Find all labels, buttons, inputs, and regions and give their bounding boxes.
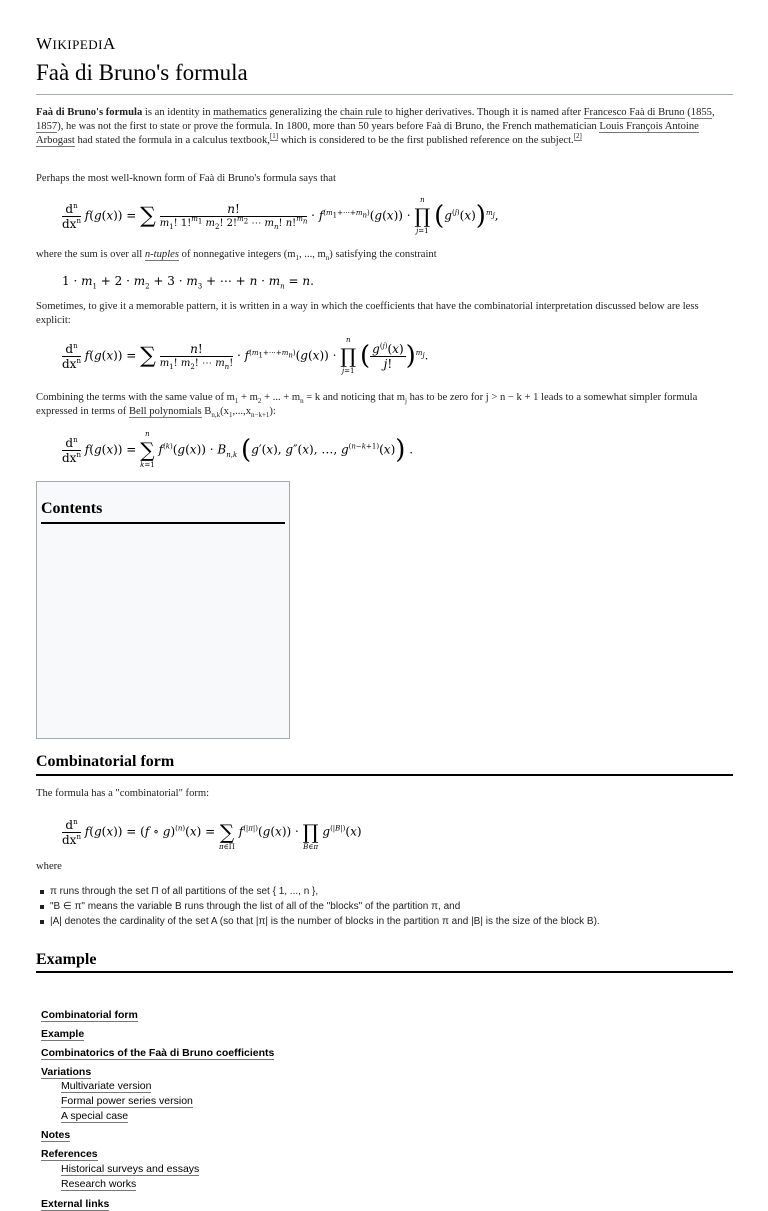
section-heading-example: Example — [36, 951, 97, 968]
intro-text: ( — [684, 107, 691, 118]
toc-item[interactable]: References — [41, 1148, 98, 1160]
intro-text: is an identity in — [142, 107, 214, 118]
text: has to be zero for j > n − k + 1 leads to a somewhat simpler formula expressed in terms of — [36, 392, 698, 417]
paragraph-where-sum: where the sum is over all n-tuples of nonnegative integers ($m_1$, ..., $m_n$) satisfying the constraint — [36, 249, 437, 263]
intro-paragraph — [36, 106, 733, 148]
formula-memorable: $\frac{d^n}{dx^n}$ f(g(x)) = ∑ $\frac{n!}{m_1! m_2! \cdots m_n!}$ · $f^{(m_1+\cdots+m_n)}(g(x))$ · n ∏ j=1 ( $\frac{g^{(j)}(x)}{j!}$ )$^{m_j}$. — [62, 336, 429, 375]
text: B — [201, 406, 212, 417]
toc-item[interactable]: Formal power series version — [61, 1095, 193, 1107]
intro-text: , — [711, 107, 715, 118]
toc-item[interactable]: A special case — [61, 1110, 129, 1122]
toc-item[interactable]: Combinatorial form — [41, 1009, 138, 1021]
toc-item[interactable]: Combinatorics of the Faà di Bruno coefficients — [41, 1047, 275, 1059]
formula-main: $\frac{d^n}{dx^n}$ f(g(x)) = ∑ $\frac{n!}{m_1! 1!^{m_1} m_2! 2!^{m_2} \cdots m_n! n!^{m_n}}$ · $f^{(m_1+\cdots+m_n)}(g(x))$ · n ∏ j=1 $(g^{(j)}(x))^{m_j}$, — [62, 196, 499, 235]
toc-item[interactable]: Notes — [41, 1129, 71, 1141]
paragraph-formula-has: The formula has a "combinatorial" form: — [36, 788, 210, 799]
toc-item[interactable]: External links — [41, 1198, 110, 1210]
paragraph-known-form: Perhaps the most well-known form of Faà di Bruno's formula says that — [36, 173, 336, 184]
text: where the sum is over all — [36, 249, 145, 260]
link-francesco[interactable]: Francesco Faà di Bruno — [583, 107, 685, 118]
section-divider — [36, 971, 733, 973]
text: + m — [238, 392, 258, 403]
intro-bold-term: Faà di Bruno's formula — [36, 107, 143, 118]
section-divider — [36, 774, 733, 776]
text: ,...,x — [232, 406, 251, 417]
text: Combining the terms with the same value of m — [36, 392, 235, 403]
formula-bell: $\frac{d^n}{dx^n}$ f(g(x)) = n ∑ k=1 $f^{(k)}(g(x)) \cdot B_{n,k}$ (g′(x), g″(x), …, $g^{(n-k+1)}(x)$) . — [62, 430, 414, 469]
section-heading-combinatorial-form: Combinatorial form — [36, 753, 175, 770]
toc-item[interactable]: Multivariate version — [61, 1080, 152, 1092]
toc-item[interactable]: Variations — [41, 1066, 92, 1078]
wikipedia-wordmark[interactable]: WIKIPEDIA — [36, 34, 116, 53]
toc-divider — [41, 522, 285, 524]
link-bell-polynomials[interactable]: Bell polynomials — [128, 406, 202, 417]
link-arbogast[interactable]: Louis François Antoine Arbogast — [36, 121, 699, 146]
link-chain-rule[interactable]: chain rule — [339, 107, 383, 118]
reference-1[interactable]: [1] — [269, 132, 279, 141]
page-title: Faà di Bruno's formula — [36, 60, 248, 85]
link-n-tuples[interactable]: n-tuples — [144, 249, 179, 260]
text: + ... + m — [261, 392, 301, 403]
formula-constraint: $1 \cdot m_1 + 2 \cdot m_2 + 3 \cdot m_3$ + ⋯ + $n \cdot m_n = n$. — [62, 274, 314, 291]
link-mathematics[interactable]: mathematics — [213, 107, 267, 118]
intro-text: which is considered to be the first published reference on the subject. — [278, 135, 574, 146]
list-item: |A| denotes the cardinality of the set A (so that |π| is the number of blocks in the partition π and |B| is the size of the block B). — [36, 914, 733, 929]
link-1857[interactable]: 1857 — [36, 121, 58, 132]
list-item: π runs through the set Π of all partitions of the set { 1, ..., n }, — [36, 884, 733, 899]
text: = k and noticing that m — [303, 392, 405, 403]
intro-text: ), he was not the first to state or prove the formula. In 1800, more than 50 years before Faà di Bruno, the French mathematician — [57, 121, 600, 132]
paragraph-where: where — [36, 861, 62, 872]
reference-2[interactable]: [2] — [573, 132, 582, 141]
paragraph-combining: Combining the terms with the same value of $m_1 + m_2$ + ... + $m_n = k$ and noticing that $m_j$ has to be zero for j > n − k + 1 leads to a somewhat simpler formula expressed in terms of Bell polynomials $B_{n,k}(x_1,...,x_{n-k+1})$: — [36, 392, 698, 420]
toc-item[interactable]: Research works — [61, 1178, 137, 1190]
toc-item[interactable]: Historical surveys and essays — [61, 1163, 200, 1175]
toc-title: Contents — [41, 500, 103, 517]
link-1855[interactable]: 1855 — [690, 107, 712, 118]
text: ) satisfying the constraint — [329, 249, 437, 260]
intro-text: had stated the formula in a calculus textbook, — [74, 135, 270, 146]
list-item: "B ∈ π" means the variable B runs through the list of all of the "blocks" of the partition π, and — [36, 899, 733, 914]
toc-item[interactable]: Example — [41, 1028, 85, 1040]
text: of nonnegative integers (m — [179, 249, 296, 260]
title-divider — [36, 94, 733, 95]
intro-text: generalizing the — [266, 107, 340, 118]
definition-list — [36, 884, 733, 929]
text: , ..., m — [299, 249, 326, 260]
intro-text: to higher derivatives. Though it is named after — [382, 107, 584, 118]
formula-combinatorial: $\frac{d^n}{dx^n}$ f(g(x)) = (f ∘ g)$^{(n)}$(x) = ∑ π∈Π $f^{(|\pi|)}(g(x))$ · ∏ B∈π $g^{(|B|)}(x)$ — [62, 817, 362, 851]
paragraph-sometimes: Sometimes, to give it a memorable pattern, it is written in a way in which the coefficients that have the combinatorial interpretation discussed below are less explicit: — [36, 301, 699, 326]
text: (x — [220, 406, 229, 417]
text: ): — [269, 406, 276, 417]
